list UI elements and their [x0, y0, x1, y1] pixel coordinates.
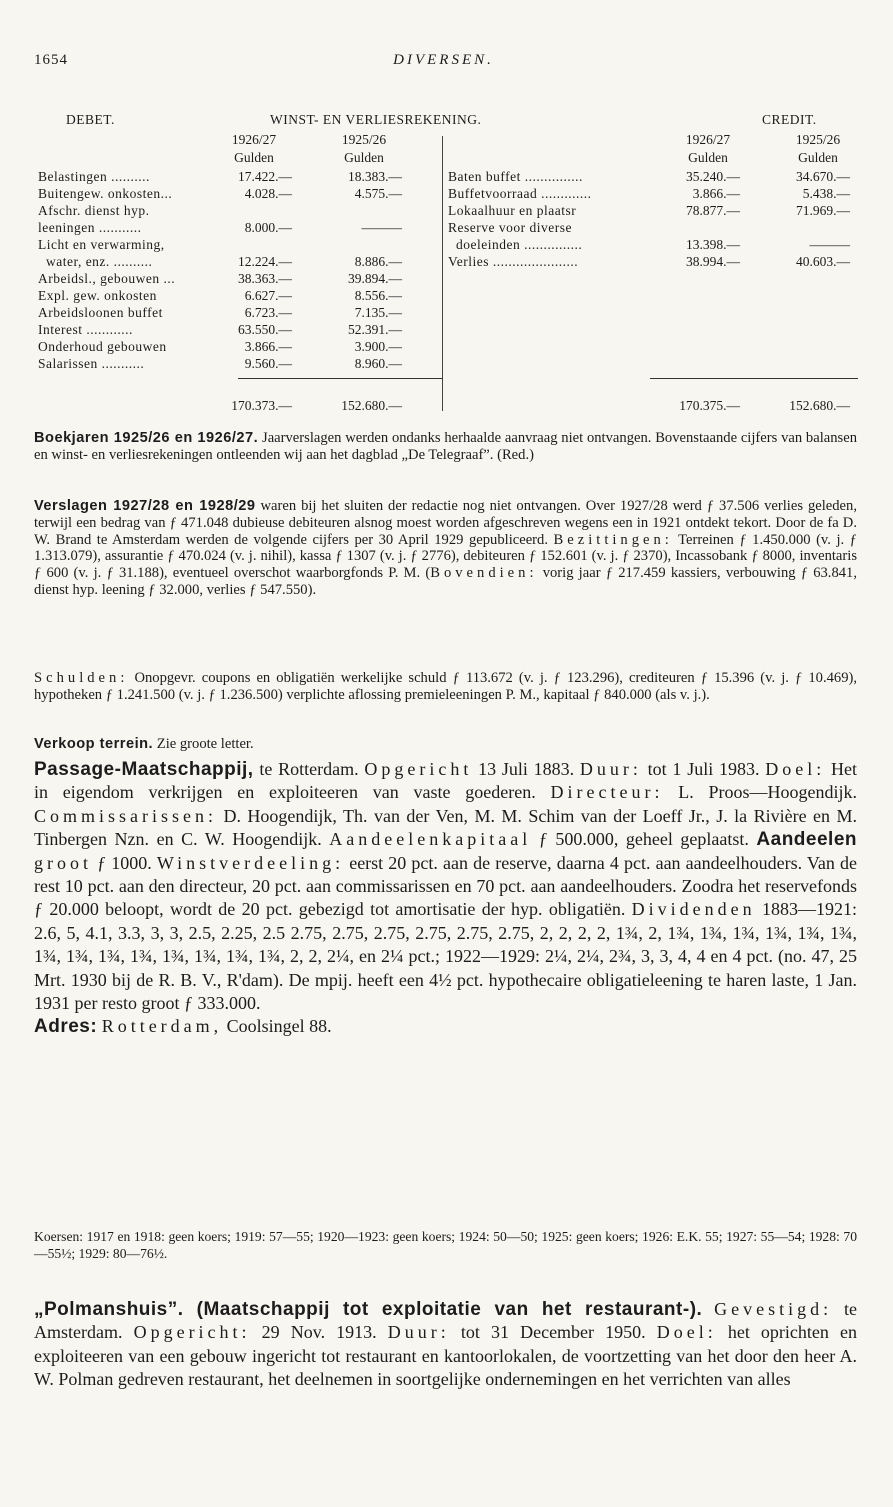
- credit-col-1-unit: Gulden: [688, 150, 728, 165]
- koersen-line: Koersen: 1917 en 1918: geen koers; 1919: 57—55; 1920—1923: geen koers; 1924: 50—50; 1925: geen koers; 1926: E.K. 55; 1927: 55—54; 1928: 70—55½; 1929: 80—76½.: [34, 1229, 857, 1261]
- label-groot: groot: [34, 852, 92, 873]
- debit-row-value-2: 3.900.—: [354, 339, 402, 354]
- credit-col-2-unit: Gulden: [798, 150, 838, 165]
- debit-row-label: Onderhoud gebouwen: [38, 339, 167, 354]
- note-verslagen: [34, 498, 857, 599]
- label-gevestigd: Gevestigd:: [714, 1299, 833, 1319]
- page-header: [34, 52, 853, 76]
- label-aandeelen: Aandeelen: [756, 829, 857, 851]
- credit-row-label: Lokaalhuur en plaatsr: [448, 203, 577, 218]
- statement-title: WINST- EN VERLIESREKENING.: [270, 112, 482, 127]
- note-boekjaren-heading: Boekjaren 1925/26 en 1926/27.: [34, 430, 259, 446]
- label-opgericht: Opgericht:: [133, 1322, 251, 1343]
- debit-row-label: Belastingen ..........: [38, 169, 150, 184]
- credit-row-label: doeleinden ...............: [456, 237, 583, 252]
- debit-row-value-1: 9.560.—: [244, 356, 292, 371]
- debit-row-value-1: 38.363.—: [238, 271, 292, 286]
- debit-row-value-1: 4.028.—: [244, 186, 292, 201]
- company-entry-passage: [34, 758, 857, 1039]
- debit-row-value-1: 8.000.—: [244, 220, 292, 235]
- debit-col-2-year: 1925/26: [341, 132, 387, 147]
- debit-row-label: Expl. gew. onkosten: [38, 288, 157, 303]
- company-entry-polmanshuis: [34, 1298, 857, 1392]
- note-verslagen-text: vorig jaar ƒ 217.459 kassiers, verbouwing ƒ 63.841, dienst hyp. leening ƒ 32.000, verlies ƒ 547.550).: [34, 565, 857, 598]
- label-duur: Duur:: [387, 1322, 450, 1343]
- section-title: DIVERSEN.: [393, 52, 494, 68]
- debit-row-value-2: 18.383.—: [348, 169, 402, 184]
- address-street: Coolsingel 88.: [222, 1016, 332, 1037]
- credit-row-value-1: 35.240.—: [686, 169, 740, 184]
- column-divider: [442, 136, 443, 411]
- credit-row-label: Buffetvoorraad .............: [448, 186, 592, 201]
- note-verkoop-heading: Verkoop terrein.: [34, 736, 154, 752]
- entry-text: te Amsterdam.: [34, 1299, 858, 1343]
- debit-row-value-1: 6.627.—: [244, 288, 292, 303]
- entry-text: tot 1 Juli 1983.: [641, 759, 766, 779]
- note-boekjaren: [34, 430, 857, 464]
- credit-row-label: Reserve voor diverse: [448, 220, 572, 235]
- credit-row-value-1: 3.866.—: [692, 186, 740, 201]
- debit-row-label: water, enz. ..........: [46, 254, 153, 269]
- label-bovendien: Bovendien:: [430, 565, 538, 582]
- address-city: Rotterdam,: [101, 1016, 223, 1037]
- debit-row-label: Licht en verwarming,: [38, 237, 165, 252]
- debit-total-2: 152.680.—: [341, 398, 402, 413]
- entry-text: L. Proos—Hoogendijk.: [663, 782, 857, 803]
- label-aandeelenkapitaal: Aandeelenkapitaal: [329, 829, 532, 850]
- credit-col-2-year: 1925/26: [795, 132, 841, 147]
- debit-total-rule: [238, 378, 443, 379]
- entry-text: het oprichten en exploiteeren van een gebouw ingericht tot restaurant en kantoorlokalen, de voortzetting van het door den heer A. W. Polman gedreven restaurant, het deelnemen in soortgelijke ondernemingen en het verrichten van alles: [34, 1322, 857, 1390]
- debit-row-label: Arbeidsl., gebouwen ...: [38, 271, 176, 286]
- debit-col-1-unit: Gulden: [234, 150, 274, 165]
- debit-row-value-1: 3.866.—: [244, 339, 292, 354]
- debit-row-value-2: 52.391.—: [348, 322, 402, 337]
- debit-row-value-1: 6.723.—: [244, 305, 292, 320]
- note-verslagen-text: waren bij het sluiten der redactie nog niet ontvangen. Over 1927/28 werd ƒ 37.506 verlies geleden, terwijl een bedrag van ƒ 471.048 dubieuse debiteuren alsnog moest worden afgeschreven wegens een in 1921 ontdekt tekort. Door de fa D. W. Brand te Amsterdam werden de volgende cijfers per 30 April 1929 gepubliceerd.: [34, 498, 857, 548]
- profit-loss-statement: [38, 112, 858, 412]
- debet-label: DEBET.: [66, 112, 115, 127]
- credit-col-1-year: 1926/27: [685, 132, 731, 147]
- company-name: Passage-Maatschappij,: [34, 759, 254, 780]
- credit-row-value-2: 40.603.—: [796, 254, 850, 269]
- credit-row-value-1: 78.877.—: [686, 203, 740, 218]
- entry-text: 1883—1921: 2.6, 5, 4.1, 3.3, 3, 3, 2.5, 2.25, 2.5 2.75, 2.75, 2.75, 2.75, 2.75, 2.75, 2, 2, 2, 2, 1¾, 2, 1¾, 1¾, 1¾, 1¾, 1¾, 1¾, 1¾, 1¾, 1¾, 1¾, 1¾, 1¾, 1¾, 1¾, 2, 2, 2¼, en 2¼ pct.; 1922—1929: 2¼, 2¼, 2¾, 3, 3, 4, 4 en 4 pct. (no. 47, 25 Mrt. 1930 bij de R. B. V., R'dam). De mpij. heeft een 4½ pct. hypothecaire obligatieleening te haren laste, 1 Jan. 1931 per resto groot ƒ 333.000.: [34, 899, 857, 1014]
- debit-row-value-2: 39.894.—: [348, 271, 402, 286]
- credit-row-value-2: 71.969.—: [796, 203, 850, 218]
- note-schulden-text: Onopgevr. coupons en obligatiën werkelijke schuld ƒ 113.672 (v. j. ƒ 123.296), crediteuren ƒ 15.396 (v. j. ƒ 10.469), hypotheken ƒ 1.241.500 (v. j. ƒ 1.236.500) verplichte aflossing premieleeningen P. M., kapitaal ƒ 840.000 (als v. j.).: [34, 670, 857, 703]
- label-directeur: Directeur:: [550, 782, 664, 803]
- debit-row-label: Interest ............: [38, 322, 133, 337]
- label-doel: Doel:: [656, 1322, 717, 1343]
- debit-col-2-unit: Gulden: [344, 150, 384, 165]
- debit-row-label: leeningen ...........: [38, 220, 142, 235]
- label-bezittingen: Bezittingen:: [553, 531, 673, 548]
- entry-text: te Rotterdam.: [253, 759, 365, 779]
- credit-row-value-2: 34.670.—: [796, 169, 850, 184]
- note-verkoop: [34, 736, 857, 753]
- label-doel: Doel:: [765, 759, 826, 779]
- label-commissarissen: Commissarissen:: [34, 805, 218, 826]
- debit-row-value-2: 4.575.—: [354, 186, 402, 201]
- credit-total-rule: [650, 378, 858, 379]
- debit-row-label: Arbeidsloonen buffet: [38, 305, 163, 320]
- debit-row-label: Afschr. dienst hyp.: [38, 203, 150, 218]
- page-number: 1654: [34, 52, 68, 68]
- note-boekjaren-text: Jaarverslagen werden ondanks herhaalde aanvraag niet ontvangen. Bovenstaande cijfers van balansen en winst- en verliesrekeningen ontleenden wij aan het dagblad „De Telegraaf”. (Red.): [34, 430, 857, 463]
- credit-row-value-1: 13.398.—: [686, 237, 740, 252]
- debit-row-value-2: 7.135.—: [354, 305, 402, 320]
- note-verslagen-text: Terreinen ƒ 1.450.000 (v. j. ƒ 1.313.079), assurantie ƒ 470.024 (v. j. nihil), kassa ƒ 1307 (v. j. ƒ 2776), debiteuren ƒ 152.601 (v. j. ƒ 2370), Incassobank ƒ 8000, inventaris ƒ 600 (v. j. ƒ 31.188), eventueel overschot waarborgfonds P. M. (: [34, 531, 857, 582]
- entry-text: Het in eigendom verkrijgen en exploiteeren van vaste goederen.: [34, 759, 857, 803]
- credit-total-2: 152.680.—: [789, 398, 850, 413]
- debit-row-value-1: 63.550.—: [238, 322, 292, 337]
- entry-text: eerst 20 pct. aan de reserve, daarna 4 pct. aan aandeelhouders. Van de rest 10 pct. aan den directeur, 20 pct. aan commissarissen en 70 pct. aan aandeelhouders. Zoodra het reservefonds ƒ 20.000 beloopt, wordt de 20 pct. gebezigd tot amortisatie der hyp. obligatiën.: [34, 852, 857, 920]
- credit-total-1: 170.375.—: [679, 398, 740, 413]
- debit-col-1-year: 1926/27: [231, 132, 277, 147]
- label-adres: Adres:: [34, 1016, 98, 1038]
- note-schulden: [34, 670, 857, 704]
- entry-text: ƒ 1000.: [92, 852, 157, 873]
- entry-text: ƒ 500.000, geheel geplaatst.: [531, 829, 757, 850]
- note-verslagen-heading: Verslagen 1927/28 en 1928/29: [34, 498, 256, 514]
- credit-row-label: Baten buffet ...............: [448, 169, 583, 184]
- debit-row-value-1: 12.224.—: [238, 254, 292, 269]
- debit-row-value-2: 8.886.—: [354, 254, 402, 269]
- credit-row-label: Verlies ......................: [448, 254, 579, 269]
- credit-row-value-2: ———: [809, 237, 850, 252]
- debit-row-value-2: 8.960.—: [354, 356, 402, 371]
- label-schulden: Schulden:: [34, 670, 129, 686]
- credit-label: CREDIT.: [762, 112, 817, 127]
- debit-row-value-1: 17.422.—: [238, 169, 292, 184]
- label-opgericht: Opgericht: [364, 759, 473, 779]
- credit-row-value-1: 38.994.—: [686, 254, 740, 269]
- debit-total-1: 170.373.—: [231, 398, 292, 413]
- entry-text: 29 Nov. 1913.: [250, 1322, 388, 1343]
- debit-row-value-2: ———: [361, 220, 402, 235]
- label-dividenden: Dividenden: [631, 899, 756, 920]
- debit-row-label: Salarissen ...........: [38, 356, 145, 371]
- entry-text: tot 31 December 1950.: [449, 1322, 657, 1343]
- debit-row-value-2: 8.556.—: [354, 288, 402, 303]
- note-verkoop-text: Zie groote letter.: [153, 736, 254, 752]
- debit-row-label: Buitengew. onkosten...: [38, 186, 173, 201]
- credit-row-value-2: 5.438.—: [802, 186, 850, 201]
- label-duur: Duur:: [579, 759, 642, 779]
- entry-text: D. Hoogendijk, Th. van der Ven, M. M. Schim van der Loeff Jr., J. la Rivière en M. Tinbergen Nzn. en C. W. Hoogendijk.: [34, 805, 857, 850]
- company-name: „Polmanshuis”. (Maatschappij tot exploitatie van het restaurant-).: [34, 1299, 703, 1320]
- label-winstverdeeling: Winstverdeeling:: [156, 852, 345, 873]
- entry-text: 13 Juli 1883.: [472, 759, 580, 779]
